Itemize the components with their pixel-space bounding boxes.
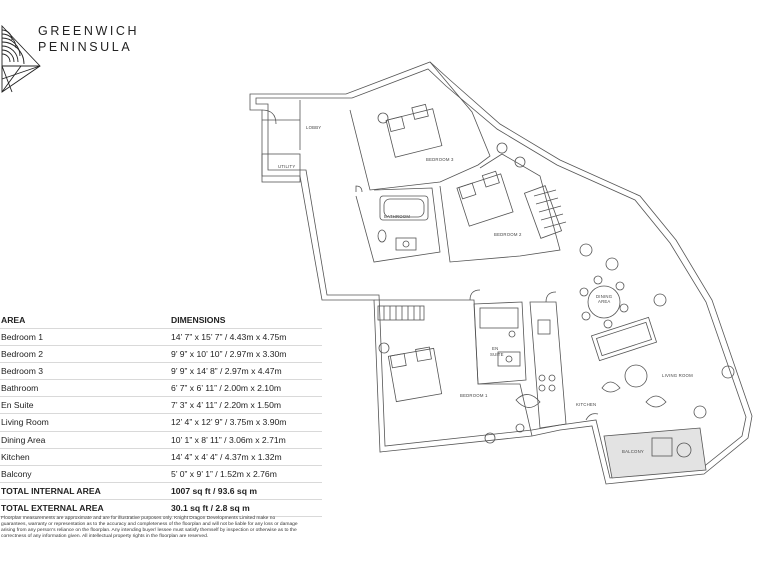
header-area: AREA: [1, 315, 26, 325]
header-dimensions: DIMENSIONS: [171, 315, 226, 325]
brand-line-2: PENINSULA: [38, 40, 133, 54]
label-lobby: LOBBY: [306, 125, 322, 130]
table-row: [0, 449, 322, 466]
row-area: Living Room: [1, 417, 49, 428]
table-header: [0, 313, 322, 329]
dimensions-table: [0, 313, 322, 517]
wardrobe: [378, 306, 424, 320]
row-dimensions: 10’ 1” x 8’ 11” / 3.06m x 2.71m: [171, 434, 286, 445]
total-value: 1007 sq ft / 93.6 sq m: [171, 485, 257, 496]
total-label: TOTAL EXTERNAL AREA: [1, 502, 104, 513]
label-kitchen: KITCHEN: [576, 402, 597, 407]
row-area: Bedroom 3: [1, 366, 44, 377]
label-dining-2: AREA: [598, 299, 611, 304]
label-bedroom1: BEDROOM 1: [460, 393, 488, 398]
label-ensuite-2: SUITE: [490, 352, 504, 357]
label-bedroom3: BEDROOM 3: [426, 157, 454, 162]
label-bathroom: BATHROOM: [384, 214, 411, 219]
bedroom2-bed: [457, 174, 513, 226]
row-dimensions: 9’ 9” x 14’ 8” / 2.97m x 4.47m: [171, 366, 282, 377]
bedroom1-bed: [388, 348, 441, 401]
bedroom3-walls: [350, 62, 490, 190]
total-label: TOTAL INTERNAL AREA: [1, 485, 101, 496]
table-row: [0, 380, 322, 397]
row-area: Bedroom 2: [1, 349, 44, 360]
table-row: [0, 397, 322, 414]
total-value: 30.1 sq ft / 2.8 sq m: [171, 502, 250, 513]
row-area: Bathroom: [1, 383, 39, 394]
total-internal-row: [0, 483, 322, 500]
bedroom2-walls: [440, 154, 560, 262]
row-dimensions: 5’ 0” x 9’ 1” / 1.52m x 2.76m: [171, 468, 277, 479]
table-row: [0, 432, 322, 449]
label-utility: UTILITY: [278, 164, 296, 169]
row-area: Kitchen: [1, 451, 30, 462]
row-dimensions: 14’ 4” x 4’ 4” / 4.37m x 1.32m: [171, 451, 282, 462]
row-area: Dining Area: [1, 434, 46, 445]
row-dimensions: 6’ 7” x 6’ 11” / 2.00m x 2.10m: [171, 383, 282, 394]
coffee-table: [625, 365, 647, 387]
table-row: [0, 363, 322, 380]
kitchen-counter: [530, 302, 566, 428]
label-bedroom2: BEDROOM 2: [494, 232, 522, 237]
table-row: [0, 466, 322, 483]
table-row: [0, 414, 322, 431]
label-balcony: BALCONY: [622, 449, 644, 454]
total-external-row: [0, 500, 322, 517]
washbasin: [396, 238, 416, 250]
row-dimensions: 7’ 3” x 4’ 11” / 2.20m x 1.50m: [171, 400, 282, 411]
row-dimensions: 14’ 7” x 15’ 7” / 4.43m x 4.75m: [171, 332, 287, 342]
disclaimer-text: Floorplan measurements are approximate and are for illustrative purposes only. Knight Dragon Developments Limited make no guarantees, warranty or representation as to the accuracy and completeness of the floorplan and will not be liable for any loss or damage arising from any person’s reliance on the floorplan. Any intending buyer/ lessee must satisfy themself by inspection or otherwise as to the correctness of any information given. All intellectual property rights in the floorplan are reserved.: [1, 516, 298, 539]
toilet: [378, 230, 386, 242]
row-area: Bedroom 1: [1, 332, 44, 342]
row-area: Balcony: [1, 468, 32, 479]
outer-wall: [250, 62, 752, 484]
label-ensuite-1: EN: [492, 346, 499, 351]
brand-line-1: GREENWICH: [38, 24, 140, 38]
row-area: En Suite: [1, 400, 34, 411]
table-row: [0, 346, 322, 363]
row-dimensions: 9’ 9” x 10’ 10” / 2.97m x 3.30m: [171, 349, 287, 360]
row-dimensions: 12’ 4” x 12’ 9” / 3.75m x 3.90m: [171, 417, 287, 428]
label-dining-1: DINING: [596, 294, 613, 299]
label-living-room: LIVING ROOM: [662, 373, 693, 378]
table-row: [0, 329, 322, 346]
